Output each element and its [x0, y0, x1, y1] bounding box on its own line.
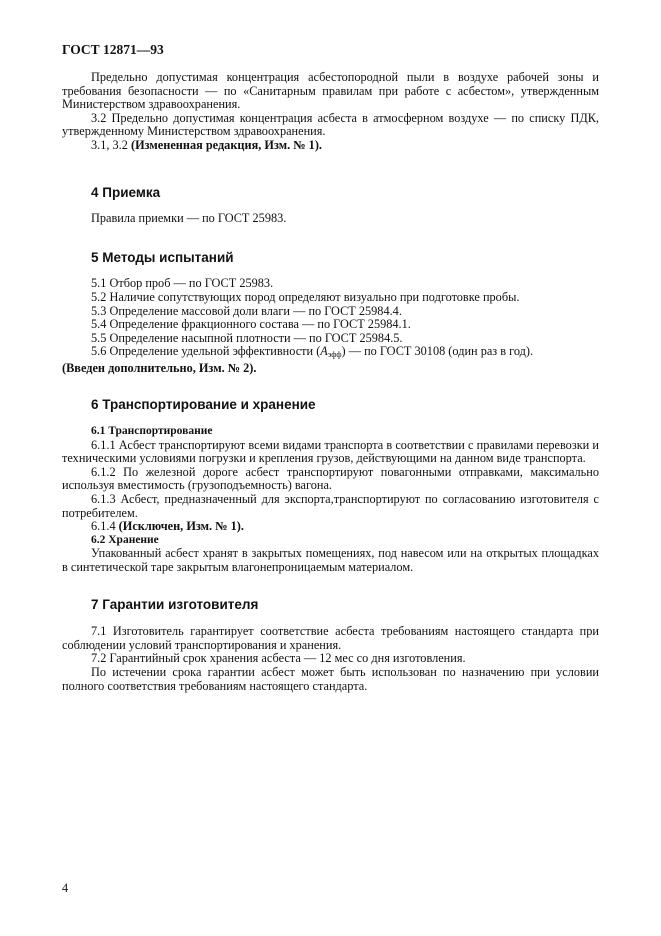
- list-item: 5.3 Определение массовой доли влаги — по ГОСТ 25984.4.: [91, 303, 402, 318]
- page-number: 4: [62, 881, 69, 895]
- list-item: 5.1 Отбор проб — по ГОСТ 25983.: [91, 276, 274, 291]
- paragraph-7-3: По истечении срока гарантии асбест может быть использован по назначению при условии полного соответствия требованиям настоящего стандарта.: [62, 665, 599, 693]
- amendment-note: (Измененная редакция, Изм. № 1).: [130, 137, 322, 152]
- paragraph-6-1-1: 6.1.1 Асбест транспортируют всеми видами транспорта в соответствии с правилами перевозки и техническими условиями погрузки и крепления грузов, действующими на данном виде транспорта.: [62, 437, 599, 466]
- list-item: 5.2 Наличие сопутствующих пород определяют визуально при подготовке пробы.: [91, 289, 520, 304]
- paragraph-dust-concentration: Предельно допустимая концентрация асбестопородной пыли в воздухе рабочей зоны и требования безопасности — по «Санитарным правилам при работе с асбестом», утвержденным Министерством здравоохранения.: [62, 70, 599, 112]
- paragraph-4: Правила приемки — по ГОСТ 25983.: [91, 211, 287, 226]
- paragraph-6-1-2: 6.1.2 По железной дороге асбест транспортируют повагонными отправками, максимально используя вместимость (грузоподъемность) вагона.: [62, 464, 599, 493]
- paragraph-6-1-4: 6.1.4 (Исключен, Изм. № 1).: [91, 519, 244, 534]
- list-item: 5.4 Определение фракционного состава — по ГОСТ 25984.1.: [91, 317, 411, 332]
- section-6-title: 6 Транспортирование и хранение: [91, 396, 316, 412]
- list-item-5-6: 5.6 Определение удельной эффективности (Аэфф) — по ГОСТ 30108 (один раз в год).: [91, 344, 534, 360]
- subsection-6-1-title: 6.1 Транспортирование: [91, 425, 213, 438]
- efficiency-symbol: А: [320, 344, 328, 359]
- section-7-title: 7 Гарантии изготовителя: [91, 596, 259, 612]
- standard-code-header: ГОСТ 12871—93: [62, 42, 164, 57]
- list-item: 5.5 Определение насыпной плотности — по ГОСТ 25984.5.: [91, 330, 403, 345]
- paragraph-6-2: Упакованный асбест хранят в закрытых помещениях, под навесом или на открытых площадках в синтетической таре закрытым влагонепроницаемым материалом.: [62, 546, 599, 575]
- paragraph-amendment-3: [62, 139, 599, 153]
- section-5-list: [62, 277, 599, 375]
- section-5-title: 5 Методы испытаний: [91, 249, 234, 265]
- document-body: [62, 71, 599, 693]
- paragraph-3-2: 3.2 Предельно допустимая концентрация асбеста в атмосферном воздухе — по списку ПДК, утвержденному Министерством здравоохранения.: [62, 110, 599, 139]
- amendment-prefix: 3.1, 3.2: [91, 137, 128, 152]
- paragraph-7-1: 7.1 Изготовитель гарантирует соответствие асбеста требованиям настоящего стандарта при соблюдении условий транспортирования и хранения.: [62, 624, 599, 652]
- subsection-6-2-title: 6.2 Хранение: [91, 533, 159, 546]
- paragraph-6-1-3: 6.1.3 Асбест, предназначенный для экспорта,транспортируют по согласованию изготовителя с потребителем.: [62, 492, 599, 520]
- paragraph-7-2: 7.2 Гарантийный срок хранения асбеста — 12 мес со дня изготовления.: [91, 651, 466, 666]
- efficiency-subscript: эфф: [327, 350, 342, 360]
- section-4-title: 4 Приемка: [91, 184, 161, 200]
- amendment-note-5: (Введен дополнительно, Изм. № 2).: [62, 360, 257, 375]
